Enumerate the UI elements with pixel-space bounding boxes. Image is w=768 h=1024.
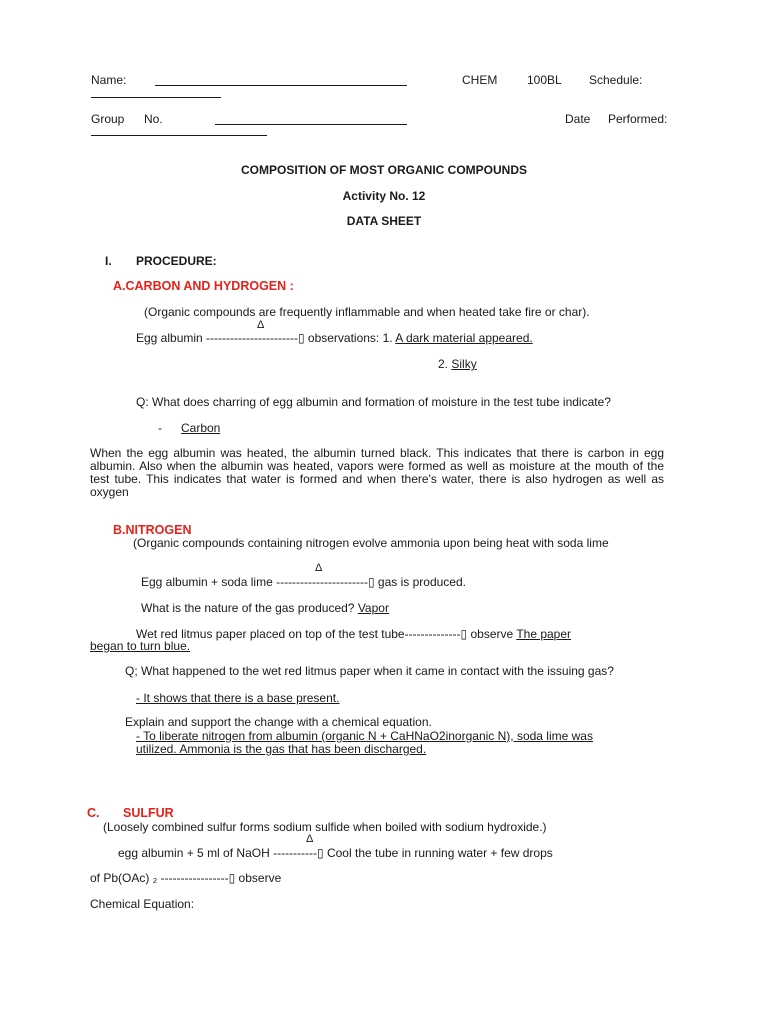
observation-2: Silky — [451, 357, 477, 371]
section-a-intro: (Organic compounds are frequently inflammable and when heated take fire or char). — [144, 305, 590, 319]
section-b-heading: B.NITROGEN — [113, 523, 192, 537]
chemical-equation-label: Chemical Equation: — [90, 897, 195, 911]
name-blank[interactable] — [155, 85, 407, 86]
course-label: 100BL — [527, 73, 562, 87]
chem-label: CHEM — [462, 73, 498, 87]
section-c-intro: (Loosely combined sulfur forms sodium sulfide when boiled with sodium hydroxide.) — [103, 820, 547, 834]
schedule-blank[interactable] — [91, 97, 221, 98]
group-label: Group — [91, 112, 125, 126]
litmus-observation-2: began to turn blue. — [90, 639, 191, 653]
explain-prompt: Explain and support the change with a chemical equation. — [125, 715, 432, 729]
name-label: Name: — [91, 73, 127, 87]
litmus-answer: - It shows that there is a base present. — [136, 691, 340, 705]
date-label: Date — [565, 112, 591, 126]
litmus-observation-1: The paper — [516, 627, 572, 641]
explain-answer-1: - To liberate nitrogen from albumin (organic N + CaHNaO2inorganic N), soda lime was — [136, 729, 593, 743]
lead-acetate-row: of Pb(OAc) ₂ -----------------▯ observe — [90, 871, 282, 885]
procedure-heading: PROCEDURE: — [136, 254, 217, 268]
section-b-intro: (Organic compounds containing nitrogen evolve ammonia upon being heat with soda lime — [133, 536, 609, 550]
gas-question-row: What is the nature of the gas produced? Vapor — [141, 601, 389, 615]
heat-delta-b: Δ — [315, 562, 323, 574]
explain-answer-2: utilized. Ammonia is the gas that has been discharged. — [136, 742, 427, 756]
group-no-blank[interactable] — [215, 124, 407, 125]
litmus-question: Q; What happened to the wet red litmus paper when it came in contact with the issuing gas? — [125, 664, 614, 678]
litmus-row: Wet red litmus paper placed on top of the test tube--------------▯ observe The paper — [136, 627, 572, 641]
performed-label: Performed: — [608, 112, 668, 126]
procedure-numeral: I. — [105, 254, 112, 268]
section-a-question: Q: What does charring of egg albumin and formation of moisture in the test tube indicate? — [136, 395, 611, 409]
observation-1: A dark material appeared. — [395, 331, 533, 345]
no-label: No. — [144, 112, 163, 126]
heat-delta-c: Δ — [306, 833, 314, 845]
heat-delta-a: Δ — [257, 319, 265, 331]
section-a-heading: A.CARBON AND HYDROGEN : — [113, 279, 294, 293]
section-c-reaction: egg albumin + 5 ml of NaOH -----------▯ Cool the tube in running water + few drops — [118, 846, 553, 860]
section-a-reaction: Egg albumin -----------------------▯ observations: 1. A dark material appeared. — [136, 331, 533, 345]
gas-answer: Vapor — [357, 601, 389, 615]
section-a-paragraph: When the egg albumin was heated, the albumin turned black. This indicates that there is carbon in egg albumin. Also when the albumin was heated, vapors were formed as well as moisture at the mouth of the test tube. This indicates that water is formed and when there's water, there is also hydrogen as well as oxygen — [90, 446, 664, 499]
section-a-answer: Carbon — [181, 421, 221, 435]
section-b-reaction: Egg albumin + soda lime -----------------------▯ gas is produced. — [141, 575, 466, 589]
answer-dash: - — [158, 421, 162, 435]
data-sheet-title: DATA SHEET — [346, 214, 422, 228]
observation-2-row: 2. Silky — [438, 357, 477, 371]
schedule-label: Schedule: — [589, 73, 643, 87]
section-c-letter: C. — [87, 806, 100, 820]
main-title: COMPOSITION OF MOST ORGANIC COMPOUNDS — [240, 163, 527, 177]
date-blank[interactable] — [91, 135, 267, 136]
activity-title: Activity No. 12 — [342, 189, 426, 203]
section-c-heading: SULFUR — [123, 806, 174, 820]
